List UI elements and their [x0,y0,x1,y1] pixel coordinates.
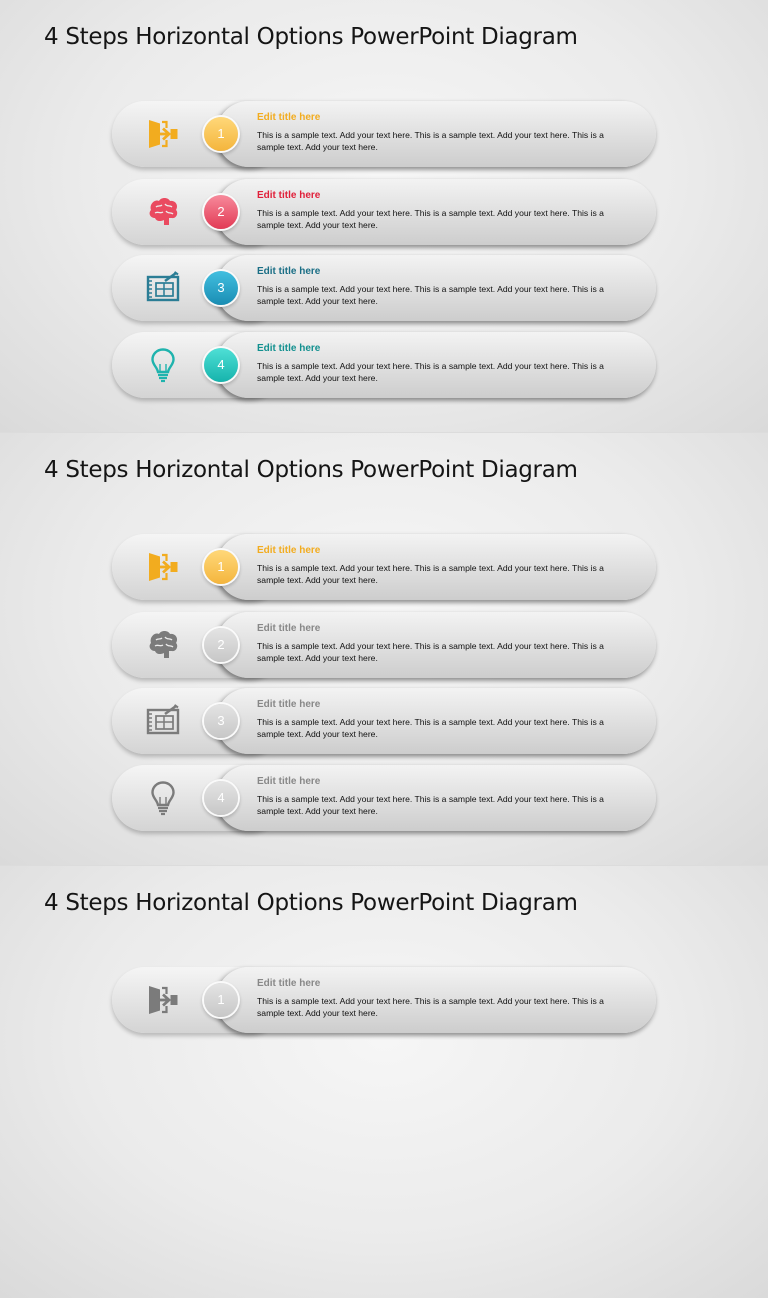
step-description[interactable]: This is a sample text. Add your text here. This is a sample text. Add your text here. This is a sample text. Add your text here. [257,563,604,585]
blueprint-icon [145,270,181,306]
lightbulb-icon [145,347,181,383]
step-description[interactable]: This is a sample text. Add your text here. This is a sample text. Add your text here. This is a sample text. Add your text here. [257,361,604,383]
blueprint-icon [145,703,181,739]
step-title[interactable]: Edit title here [257,343,321,354]
step-1 [112,534,656,600]
step-number-badge: 1 [204,550,238,584]
step-description[interactable]: This is a sample text. Add your text here. This is a sample text. Add your text here. This is a sample text. Add your text here. [257,794,604,816]
exit-door-icon [145,982,181,1018]
step-4 [112,765,656,831]
slide-2 [0,433,768,865]
exit-door-icon [145,116,181,152]
step-title[interactable]: Edit title here [257,776,321,787]
step-number-badge: 2 [204,195,238,229]
slide-title: 4 Steps Horizontal Options PowerPoint Diagram [44,890,578,916]
brain-icon [145,194,181,230]
step-description[interactable]: This is a sample text. Add your text here. This is a sample text. Add your text here. This is a sample text. Add your text here. [257,130,604,152]
step-title[interactable]: Edit title here [257,978,321,989]
step-description[interactable]: This is a sample text. Add your text here. This is a sample text. Add your text here. This is a sample text. Add your text here. [257,284,604,306]
step-description[interactable]: This is a sample text. Add your text here. This is a sample text. Add your text here. This is a sample text. Add your text here. [257,641,604,663]
step-number-badge: 2 [204,628,238,662]
step-3 [112,255,656,321]
step-number-badge: 4 [204,781,238,815]
lightbulb-icon [145,780,181,816]
step-title[interactable]: Edit title here [257,623,321,634]
step-number-badge: 1 [204,983,238,1017]
step-number-badge: 3 [204,704,238,738]
step-1 [112,101,656,167]
step-3 [112,688,656,754]
step-description[interactable]: This is a sample text. Add your text here. This is a sample text. Add your text here. This is a sample text. Add your text here. [257,208,604,230]
exit-door-icon [145,549,181,585]
step-title[interactable]: Edit title here [257,266,321,277]
step-1 [112,967,656,1033]
step-title[interactable]: Edit title here [257,699,321,710]
step-number-badge: 4 [204,348,238,382]
slide-title: 4 Steps Horizontal Options PowerPoint Diagram [44,457,578,483]
slide-title: 4 Steps Horizontal Options PowerPoint Diagram [44,24,578,50]
step-number-badge: 3 [204,271,238,305]
step-title[interactable]: Edit title here [257,545,321,556]
brain-icon [145,627,181,663]
step-title[interactable]: Edit title here [257,190,321,201]
step-description[interactable]: This is a sample text. Add your text here. This is a sample text. Add your text here. This is a sample text. Add your text here. [257,717,604,739]
slide-1 [0,0,768,432]
step-description[interactable]: This is a sample text. Add your text here. This is a sample text. Add your text here. This is a sample text. Add your text here. [257,996,604,1018]
slide-3 [0,866,768,1298]
step-title[interactable]: Edit title here [257,112,321,123]
step-4 [112,332,656,398]
step-2 [112,179,656,245]
step-2 [112,612,656,678]
step-number-badge: 1 [204,117,238,151]
